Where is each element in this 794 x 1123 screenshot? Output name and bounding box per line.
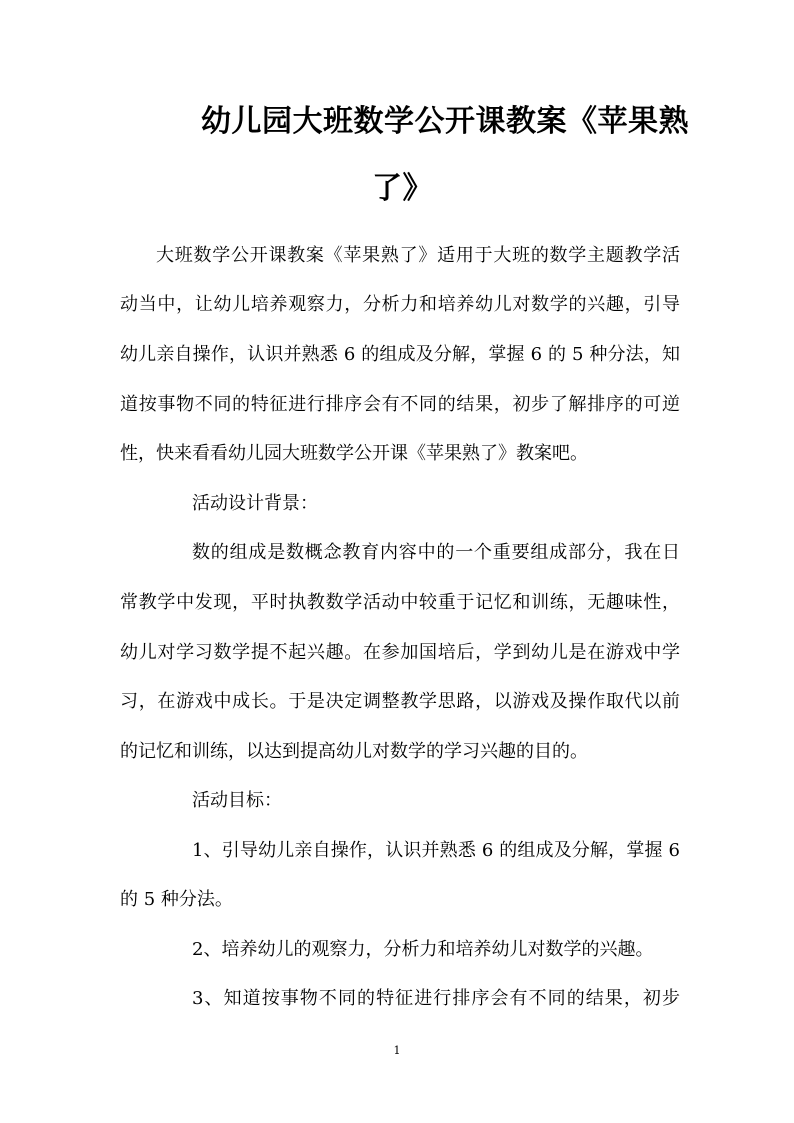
paragraph-line: 幼儿对学习数学提不起兴趣。在参加国培后，学到幼儿是在游戏中学 <box>120 642 680 663</box>
document-title-line-1: 幼儿园大班数学公开课教案《苹果熟 <box>201 104 689 139</box>
page-number: 1 <box>393 1044 401 1057</box>
paragraph-line: 道按事物不同的特征进行排序会有不同的结果，初步了解排序的可逆 <box>120 394 680 415</box>
paragraph-line: 习，在游戏中成长。于是决定调整教学思路，以游戏及操作取代以前 <box>120 691 680 712</box>
paragraph-line: 常教学中发现，平时执教数学活动中较重于记忆和训练，无趣味性， <box>120 592 680 613</box>
section-heading: 活动设计背景： <box>192 493 318 514</box>
section-heading: 活动目标： <box>192 790 282 811</box>
paragraph-line: 大班数学公开课教案《苹果熟了》适用于大班的数学主题教学活 <box>156 245 680 266</box>
list-item-line: 1、引导幼儿亲自操作，认识并熟悉 6 的组成及分解，掌握 6 <box>192 840 680 861</box>
paragraph-line: 的记忆和训练，以达到提高幼儿对数学的学习兴趣的目的。 <box>120 741 588 762</box>
document-title-line-2: 了》 <box>372 171 433 206</box>
list-item-line: 3、知道按事物不同的特征进行排序会有不同的结果，初步 <box>192 988 680 1009</box>
paragraph-line: 幼儿亲自操作，认识并熟悉 6 的组成及分解，掌握 6 的 5 种分法，知 <box>120 344 680 365</box>
paragraph-line: 数的组成是数概念教育内容中的一个重要组成部分，我在日 <box>192 542 680 563</box>
paragraph-line: 性，快来看看幼儿园大班数学公开课《苹果熟了》教案吧。 <box>120 443 588 464</box>
list-item-line: 的 5 种分法。 <box>120 889 233 910</box>
list-item-line: 2、培养幼儿的观察力，分析力和培养幼儿对数学的兴趣。 <box>192 939 654 960</box>
paragraph-line: 动当中，让幼儿培养观察力，分析力和培养幼儿对数学的兴趣，引导 <box>120 294 680 315</box>
